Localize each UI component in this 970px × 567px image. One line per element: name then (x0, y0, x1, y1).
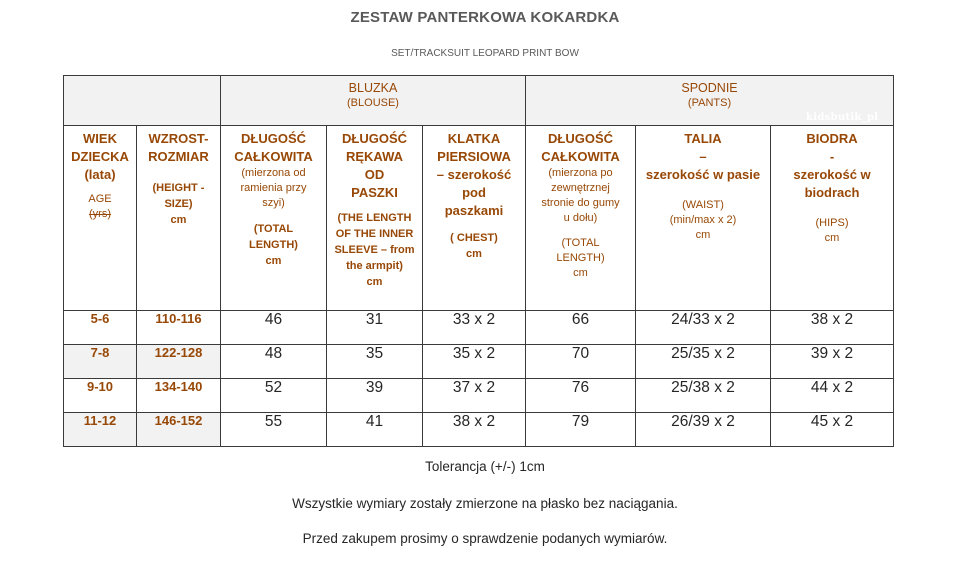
table-row (64, 413, 894, 447)
header-english: AGE (88, 193, 112, 205)
header-label: TALIA (684, 131, 722, 146)
header-english: (THE LENGTH (337, 212, 412, 224)
header-english: SLEEVE – from (334, 244, 415, 256)
header-chest (423, 126, 526, 311)
empty-header-cell (64, 76, 221, 126)
header-label: DZIECKA (71, 149, 129, 164)
cell-pants-length: 70 (526, 345, 636, 379)
header-label: WZROST- (148, 131, 209, 146)
header-unit: cm (695, 229, 711, 241)
header-label: szerokość w (793, 167, 871, 182)
header-desc: u dołu) (563, 212, 598, 224)
header-english: SIZE) (164, 198, 193, 210)
chart-title: ZESTAW PANTERKOWA KOKARDKA (350, 9, 620, 26)
cell-size: 110-116 (137, 311, 221, 345)
header-size (137, 126, 221, 311)
cell-sleeve: 41 (327, 413, 423, 447)
header-label: PASZKI (351, 185, 398, 200)
cell-chest: 35 x 2 (423, 345, 526, 379)
size-table (63, 75, 894, 447)
header-unit: cm (573, 267, 588, 279)
header-label: szerokość w pasie (645, 167, 761, 182)
cell-hips: 45 x 2 (771, 413, 894, 447)
cell-waist: 25/38 x 2 (636, 379, 771, 413)
cell-waist: 26/39 x 2 (636, 413, 771, 447)
cell-waist: 24/33 x 2 (636, 311, 771, 345)
column-header-row (64, 126, 894, 311)
header-english: LENGTH) (249, 239, 298, 251)
header-unit: cm (824, 232, 840, 244)
header-pants-length (526, 126, 636, 311)
header-label: CAŁKOWITA (541, 149, 620, 164)
header-label: OD (364, 167, 385, 182)
header-english: ( CHEST) (450, 232, 498, 244)
cell-pants-length: 76 (526, 379, 636, 413)
cell-chest: 33 x 2 (423, 311, 526, 345)
header-desc: (mierzona po (548, 167, 613, 179)
header-unit: cm (466, 248, 482, 260)
cell-blouse-length: 52 (221, 379, 327, 413)
header-hips (771, 126, 894, 311)
pants-title: SPODNIE (681, 81, 738, 95)
table-row (64, 311, 894, 345)
header-label: paszkami (444, 203, 504, 218)
header-label: WIEK (83, 131, 117, 146)
cell-blouse-length: 55 (221, 413, 327, 447)
cell-size: 146-152 (137, 413, 221, 447)
cell-age: 11-12 (64, 413, 137, 447)
header-label: biodrach (804, 185, 860, 200)
header-english: (yrs) (89, 208, 111, 220)
cell-blouse-length: 46 (221, 311, 327, 345)
table-row (64, 379, 894, 413)
header-label: BIODRA (806, 131, 858, 146)
header-label: - (829, 149, 835, 164)
header-desc: stronie do gumy (541, 197, 620, 209)
header-english: (HIPS) (815, 217, 849, 229)
measurement-note: Wszystkie wymiary zostały zmierzone na płasko bez naciągania. (292, 496, 678, 511)
cell-sleeve: 31 (327, 311, 423, 345)
chart-subtitle: SET/TRACKSUIT LEOPARD PRINT BOW (391, 48, 579, 59)
watermark: kidsbutik_pl (806, 112, 879, 123)
header-label: pod (462, 185, 486, 200)
cell-age: 5-6 (64, 311, 137, 345)
header-label: – (699, 149, 707, 164)
header-label: (lata) (84, 167, 116, 182)
cell-blouse-length: 48 (221, 345, 327, 379)
header-label: DŁUGOŚĆ (548, 131, 613, 146)
header-english: OF THE INNER (335, 228, 414, 240)
header-label: – szerokość (436, 167, 512, 182)
cell-waist: 25/35 x 2 (636, 345, 771, 379)
header-english: LENGTH) (556, 252, 605, 264)
header-english: (WAIST) (682, 199, 724, 211)
cell-chest: 38 x 2 (423, 413, 526, 447)
header-label: ROZMIAR (148, 149, 209, 164)
header-label: RĘKAWA (345, 149, 404, 164)
cell-chest: 37 x 2 (423, 379, 526, 413)
cell-pants-length: 66 (526, 311, 636, 345)
header-unit: cm (170, 214, 187, 226)
blouse-title: BLUZKA (348, 81, 398, 95)
pants-subtitle: (PANTS) (687, 97, 732, 109)
header-unit: cm (366, 276, 383, 288)
header-english: (TOTAL (253, 223, 294, 235)
cell-age: 7-8 (64, 345, 137, 379)
cell-sleeve: 39 (327, 379, 423, 413)
cell-pants-length: 79 (526, 413, 636, 447)
tolerance-note: Tolerancja (+/-) 1cm (425, 459, 545, 474)
header-label: KLATKA (447, 131, 501, 146)
group-header-row (64, 76, 894, 126)
header-desc: ramienia przy (240, 182, 307, 194)
cell-sleeve: 35 (327, 345, 423, 379)
header-label: CAŁKOWITA (234, 149, 313, 164)
cell-size: 122-128 (137, 345, 221, 379)
cell-age: 9-10 (64, 379, 137, 413)
header-unit: cm (265, 255, 282, 267)
header-desc: (mierzona od (241, 167, 306, 179)
header-label: DŁUGOŚĆ (342, 131, 407, 146)
header-age (64, 126, 137, 311)
cell-hips: 39 x 2 (771, 345, 894, 379)
header-label: PIERSIOWA (437, 149, 511, 164)
cell-hips: 38 x 2 (771, 311, 894, 345)
cell-hips: 44 x 2 (771, 379, 894, 413)
header-sleeve (327, 126, 423, 311)
blouse-group-header (221, 76, 526, 126)
header-desc: zewnętrznej (551, 182, 610, 194)
blouse-subtitle: (BLOUSE) (347, 97, 399, 109)
header-english: (min/max x 2) (669, 214, 737, 226)
check-note: Przed zakupem prosimy o sprawdzenie podanych wymiarów. (302, 531, 668, 546)
header-english: (HEIGHT - (152, 182, 205, 194)
header-english: the armpit) (346, 260, 403, 272)
header-blouse-length (221, 126, 327, 311)
header-label: DŁUGOŚĆ (241, 131, 306, 146)
header-english: (TOTAL (561, 237, 600, 249)
header-waist (636, 126, 771, 311)
header-desc: szyi) (262, 197, 285, 209)
table-row (64, 345, 894, 379)
cell-size: 134-140 (137, 379, 221, 413)
